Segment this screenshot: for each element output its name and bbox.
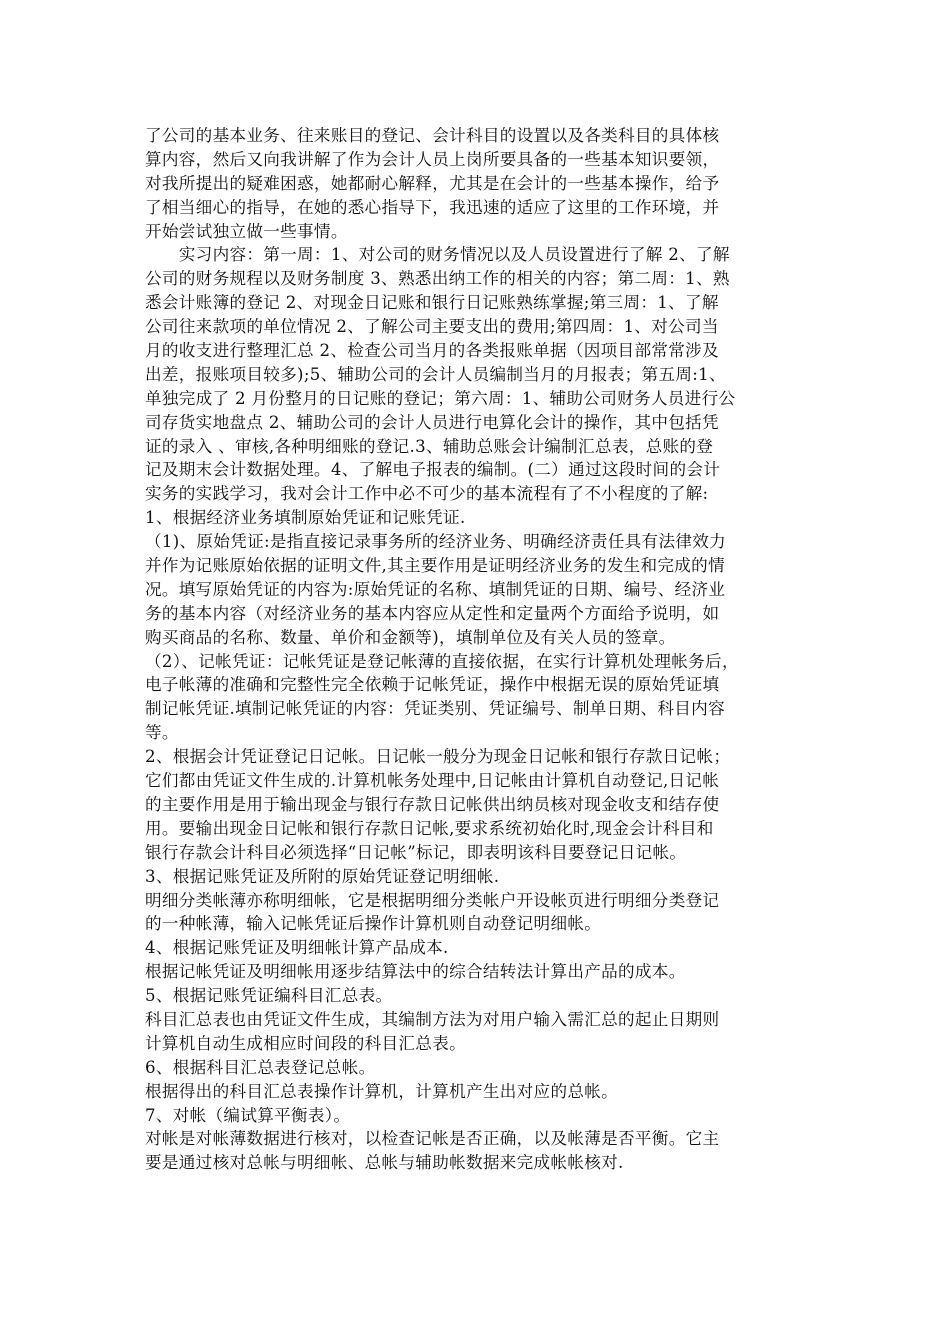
text-line: 记及期末会计数据处理。4、了解电子报表的编制。(二）通过这段时间的会计 xyxy=(145,460,721,480)
text-line: 对我所提出的疑难困惑，她都耐心解释，尤其是在会计的一些基本操作，给予 xyxy=(145,173,720,193)
text-line: 电子帐薄的准确和完整性完全依赖于记帐凭证，操作中根据无误的原始凭证填 xyxy=(145,675,720,695)
text-line: 5、根据记账凭证编科目汇总表。 xyxy=(145,986,393,1006)
text-line: 了相当细心的指导，在她的悉心指导下，我迅速的适应了这里的工作环境，并 xyxy=(145,197,720,217)
text-line: 司存货实地盘点 2、辅助公司的会计人员进行电算化会计的操作，其中包括凭 xyxy=(145,412,719,432)
text-line: 算内容，然后又向我讲解了作为会计人员上岗所要具备的一些基本知识要领， xyxy=(145,149,720,169)
text-line: 3、根据记账凭证及所附的原始凭证登记明细帐. xyxy=(145,866,500,886)
text-line: 对帐是对帐薄数据进行核对，以检查记帐是否正确，以及帐薄是否平衡。它主 xyxy=(145,1129,720,1149)
text-line: 并作为记账原始依据的证明文件,其主要作用是证明经济业务的发生和完成的情 xyxy=(145,556,725,576)
text-line: 公司往来款项的单位情况 2、了解公司主要支出的费用;第四周：1、对公司当 xyxy=(145,317,719,337)
text-line: （1)、原始凭证:是指直接记录事务所的经济业务、明确经济责任具有法律效力 xyxy=(145,532,727,552)
text-line: 购买商品的名称、数量、单价和金额等)，填制单位及有关人员的签章。 xyxy=(145,627,676,647)
text-line: 科目汇总表也由凭证文件生成，其编制方法为对用户输入需汇总的起止日期则 xyxy=(145,1009,720,1029)
text-line: 银行存款会计科目必须选择“日记帐”标记，即表明该科目要登记日记帐。 xyxy=(145,842,687,862)
text-line: 出差，报账项目较多);5、辅助公司的会计人员编制当月的月报表；第五周:1、 xyxy=(145,364,726,384)
text-line: 4、根据记账凭证及明细帐计算产品成本. xyxy=(145,938,449,958)
text-line: （2）、记帐凭证：记帐凭证是登记帐薄的直接依据，在实行计算机处理帐务后， xyxy=(145,651,739,671)
text-line: 公司的财务规程以及财务制度 3、熟悉出纳工作的相关的内容；第二周：1、熟 xyxy=(145,269,730,289)
text-line: 根据记帐凭证及明细帐用逐步结算法中的综合结转法计算出产品的成本。 xyxy=(145,962,686,982)
text-line: 根据得出的科目汇总表操作计算机，计算机产生出对应的总帐。 xyxy=(145,1081,619,1101)
text-line: 等。 xyxy=(145,723,179,743)
text-line: 了公司的基本业务、往来账目的登记、会计科目的设置以及各类科目的具体核 xyxy=(145,126,720,145)
text-line: 务的基本内容（对经济业务的基本内容应从定性和定量两个方面给予说明，如 xyxy=(145,603,720,623)
text-line: 6、根据科目汇总表登记总帐。 xyxy=(145,1057,376,1077)
text-line: 况。填写原始凭证的内容为:原始凭证的名称、填制凭证的日期、编号、经济业 xyxy=(145,579,726,599)
text-line: 悉会计账簿的登记 2、对现金日记账和银行日记账熟练掌握;第三周：1、了解 xyxy=(145,293,719,313)
text-line: 单独完成了 2 月份整月的日记账的登记；第六周：1、辅助公司财务人员进行公 xyxy=(145,388,736,408)
text-line: 的一种帐薄，输入记帐凭证后操作计算机则自动登记明细帐。 xyxy=(145,914,602,934)
body-text xyxy=(145,124,825,1175)
text-line: 的主要作用是用于输出现金与银行存款日记帐供出纳员核对现金收支和结存使 xyxy=(145,794,720,814)
text-line: 2、根据会计凭证登记日记帐。日记帐一般分为现金日记帐和银行存款日记帐； xyxy=(145,747,731,767)
text-line: 7、对帐（编试算平衡表）。 xyxy=(145,1105,351,1125)
text-line: 要是通过核对总帐与明细帐、总帐与辅助帐数据来完成帐帐核对. xyxy=(145,1153,624,1173)
text-line: 月的收支进行整理汇总 2、检查公司当月的各类报账单据（因项目部常常涉及 xyxy=(145,341,719,361)
text-line: 实务的实践学习，我对会计工作中必不可少的基本流程有了不小程度的了解: xyxy=(145,484,709,504)
text-line: 证的录入 、审核,各种明细账的登记.3、辅助总账会计编制汇总表，总账的登 xyxy=(145,436,714,456)
text-line: 用。要输出现金日记帐和银行存款日记帐,要求系统初始化时,现金会计科目和 xyxy=(145,818,714,838)
text-line: 制记帐凭证.填制记帐凭证的内容：凭证类别、凭证编号、制单日期、科目内容 xyxy=(145,699,725,719)
text-line: 开始尝试独立做一些事情。 xyxy=(145,221,348,241)
text-line: 实习内容：第一周：1、对公司的财务情况以及人员设置进行了解 2、了解 xyxy=(145,245,730,265)
text-line: 计算机自动生成相应时间段的科目汇总表。 xyxy=(145,1033,466,1053)
text-line: 它们都由凭证文件生成的.计算机帐务处理中,日记帐由计算机自动登记,日记帐 xyxy=(145,771,720,791)
text-line: 明细分类帐薄亦称明细帐，它是根据明细分类帐户开设帐页进行明细分类登记 xyxy=(145,890,720,910)
text-line: 1、根据经济业务填制原始凭证和记账凭证. xyxy=(145,508,466,528)
